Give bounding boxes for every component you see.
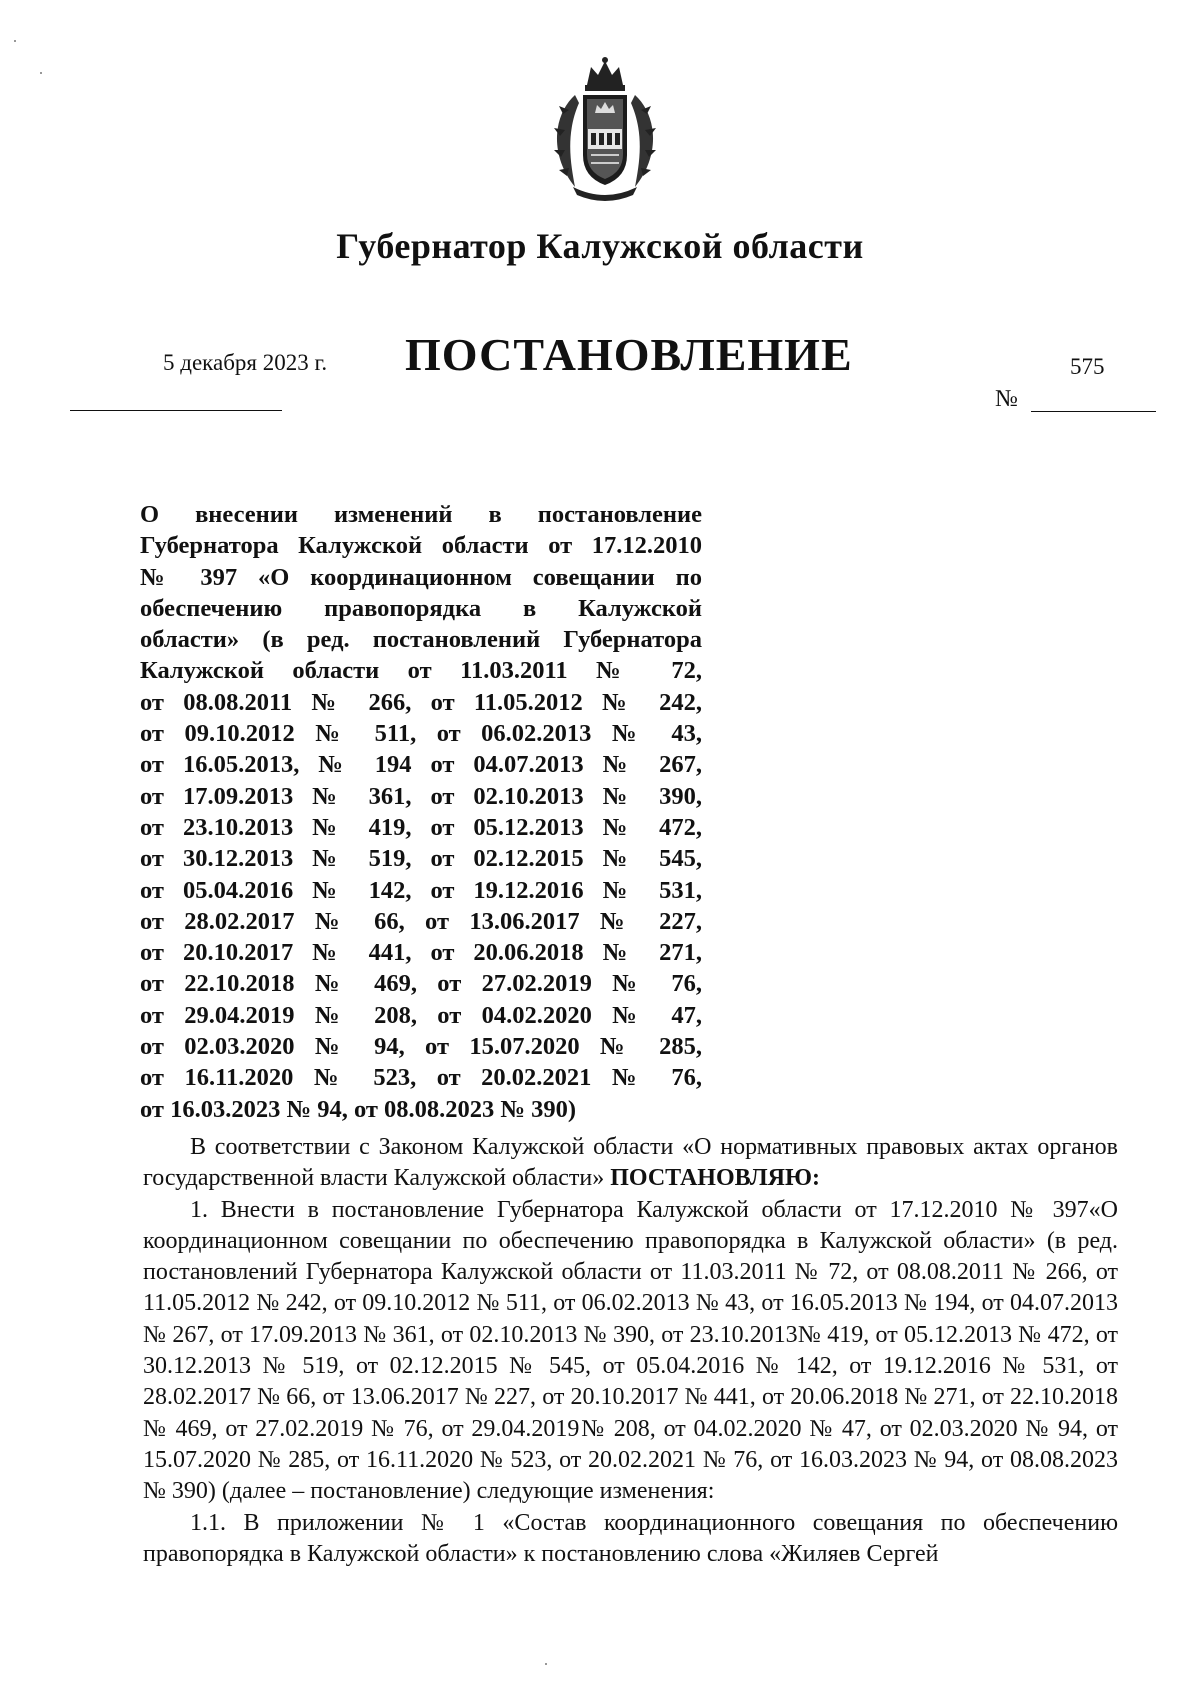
number-sign: №	[995, 386, 1018, 412]
document-type: ПОСТАНОВЛЕНИЕ	[405, 329, 853, 380]
decree-word: ПОСТАНОВЛЯЮ:	[610, 1165, 820, 1192]
document-body	[143, 1132, 1118, 1570]
subject-line: Губернатора Калужской области от 17.12.2010	[140, 532, 702, 560]
subject-line: от 22.10.2018 № 469, от 27.02.2019 № 76,	[140, 970, 702, 998]
subject-line: от 30.12.2013 № 519, от 02.12.2015 № 545,	[140, 845, 702, 873]
preamble-paragraph	[143, 1132, 1118, 1195]
subject-line: от 09.10.2012 № 511, от 06.02.2013 № 43,	[140, 720, 702, 748]
subject-line: от 02.03.2020 № 94, от 15.07.2020 № 285,	[140, 1033, 702, 1061]
document-number: 575	[1070, 354, 1105, 379]
subject-line: от 05.04.2016 № 142, от 19.12.2016 № 531,	[140, 876, 702, 904]
subject-line: О внесении изменений в постановление	[140, 501, 702, 528]
item-1-paragraph: 1. Внести в постановление Губернатора Калужской области от 17.12.2010 № 397«О координационном совещании по обеспечению правопорядка в Калужской области» (в ред. постановлений Губернатора Калужской области от 11.03.2011 № 72, от 08.08.2011 № 266, от 11.05.2012 № 242, от 09.10.2012 № 511, от 06.02.2013 № 43, от 16.05.2013 № 194, от 04.07.2013 № 267, от 17.09.2013 № 361, от 02.10.2013 № 390, от 23.10.2013№ 419, от 05.12.2013 № 472, от 30.12.2013 № 519, от 02.12.2015 № 545, от 05.04.2016 № 142, от 19.12.2016 № 531, от 28.02.2017 № 66, от 13.06.2017 № 227, от 20.10.2017 № 441, от 20.06.2018 № 271, от 22.10.2018 № 469, от 27.02.2019 № 76, от 29.04.2019№ 208, от 04.02.2020 № 47, от 02.03.2020 № 94, от 15.07.2020 № 285, от 16.11.2020 № 523, от 20.02.2021 № 76, от 16.03.2023 № 94, от 08.08.2023 № 390) (далее – постановление) следующие изменения:	[143, 1196, 1118, 1505]
scan-speck	[545, 1663, 547, 1665]
scan-speck	[40, 72, 42, 74]
issuer-title: Губернатор Калужской области	[336, 226, 864, 266]
scan-speck	[14, 40, 16, 42]
date-underline	[70, 410, 282, 411]
document-subject	[140, 499, 702, 1125]
subject-line: от 16.11.2020 № 523, от 20.02.2021 № 76,	[140, 1064, 702, 1092]
subject-line: от 16.05.2013, № 194 от 04.07.2013 № 267,	[140, 751, 702, 779]
subject-line: от 23.10.2013 № 419, от 05.12.2013 № 472,	[140, 813, 702, 841]
document-date: 5 декабря 2023 г.	[163, 350, 328, 375]
subject-line: области» (в ред. постановлений Губернатора	[140, 626, 702, 654]
number-underline	[1031, 411, 1156, 412]
preamble-text: В соответствии с Законом Калужской области «О нормативных правовых актах органов государственной власти Калужской области»	[143, 1134, 1118, 1192]
subject-line: от 17.09.2013 № 361, от 02.10.2013 № 390,	[140, 782, 702, 810]
subject-line: от 28.02.2017 № 66, от 13.06.2017 № 227,	[140, 907, 702, 935]
subject-line: № 397 «О координационном совещании по	[140, 563, 702, 591]
subject-line: от 08.08.2011 № 266, от 11.05.2012 № 242,	[140, 688, 702, 716]
subject-line: от 29.04.2019 № 208, от 04.02.2020 № 47,	[140, 1001, 702, 1029]
subject-line: от 20.10.2017 № 441, от 20.06.2018 № 271,	[140, 939, 702, 967]
subject-line: от 16.03.2023 № 94, от 08.08.2023 № 390)	[140, 1095, 577, 1123]
subject-line: обеспечению правопорядка в Калужской	[140, 594, 702, 622]
item-1-1-paragraph: 1.1. В приложении № 1 «Состав координационного совещания по обеспечению правопорядка в Калужской области» к постановлению слова «Жиляев Сергей	[143, 1509, 1118, 1567]
coat-of-arms-icon	[535, 55, 675, 205]
subject-line: Калужской области от 11.03.2011 № 72,	[140, 657, 702, 685]
